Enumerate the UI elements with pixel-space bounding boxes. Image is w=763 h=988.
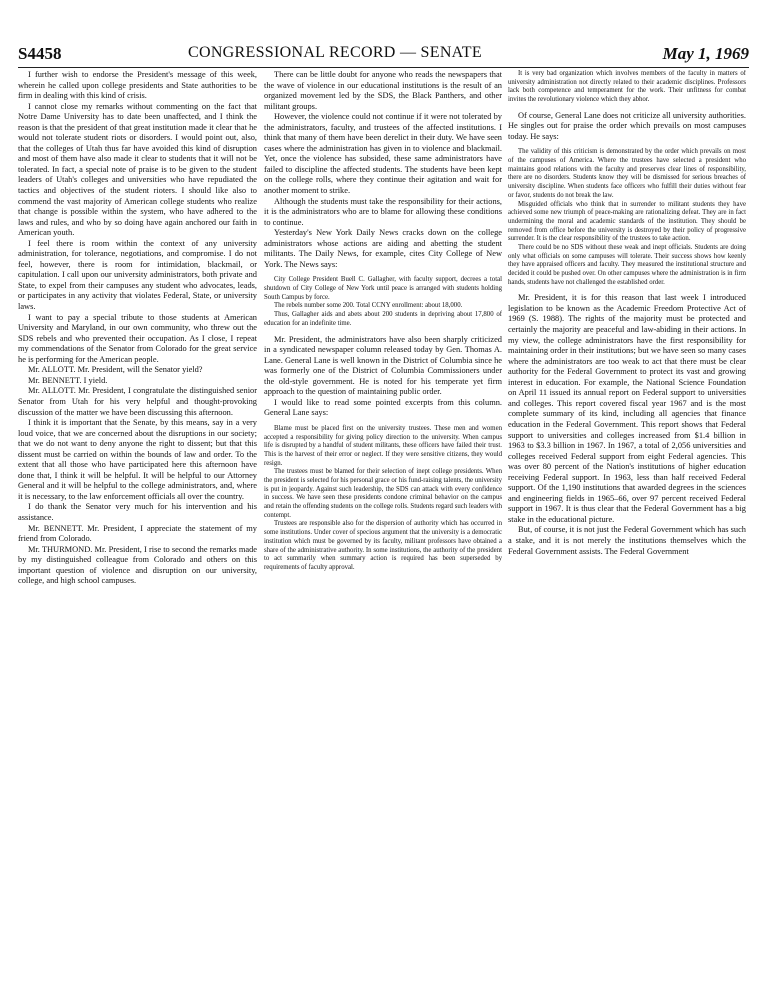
quoted-paragraph: Thus, Gallagher aids and abets about 200 students in depriving about 17,800 of education for an indefinite time. [264, 311, 502, 327]
quoted-paragraph: City College President Buell C. Gallagher, with faculty support, decrees a total shutdown of City College of New York until peace is arranged with students holding South Campus by force. [264, 276, 502, 301]
paragraph: I cannot close my remarks without commenting on the fact that Notre Dame University has to date been unaffected, and I think the reason is that the president of that great institution made it clear that he would not tolerate student riots or disorders. I would point out, also, that the colleges of Utah thus far have avoided this kind of disruption and most of them have also made it clear to students that it will not be tolerated. In fact, a special note of praise is to be given to the student leaders of Utah's colleges and universities who have repudiated the tactics and objectives of the student rioters. I should like also to commend the vast majority of American college students who realize that change is possible within the system, who have adhered to the laws and rules, and who by so doing have again anchored our faith in American youth. [18, 101, 257, 238]
quoted-paragraph: Misguided officials who think that in surrender to militant students they have achieved some new triumph of peace-making are rationalizing defeat. They are in fact undermining the moral and academic standards of the institution. They should be removed from office before the university is destroyed by their policy of progressive surrender. It is the clear responsibility of the trustees to take action. [508, 200, 746, 243]
paragraph: Mr. THURMOND. Mr. President, I rise to second the remarks made by my distinguished colleague from Colorado and others on this important question of violence and disruption on our university, college, and high school campuses. [18, 544, 257, 586]
issue-date: May 1, 1969 [662, 44, 749, 63]
quoted-paragraph: There could be no SDS without these weak and inept officials. Students are doing only what officials on some campuses will tolerate. Their success shows how keenly they have appraised officers and faculty. They measured the institutional structure and decided it could be pushed over. On other campuses where the administration is in firm hands, students have not challenged the established order. [508, 243, 746, 286]
paragraph: I think it is important that the Senate, by this means, say in a very loud voice, that we are concerned about the disruptions in our society; that we do not want to deny anyone the right to dissent; but that this dissent must be carried on within the bounds of law and order. To the extent that all those who have participated here this afternoon have done that, I think it will be helpful. It will be helpful to our Attorney General and it will be helpful to the college administrators, and, where it is necessary, to the law enforcement officials all over the country. [18, 418, 257, 501]
paragraph: Mr. BENNETT. Mr. President, I appreciate the statement of my friend from Colorado. [18, 523, 257, 544]
paragraph: Mr. ALLOTT. Mr. President, I congratulate the distinguished senior Senator from Utah for his very helpful and thought-provoking discussion of the matter we have been discussing this afternoon. [18, 386, 257, 417]
paragraph: Mr. BENNETT. I yield. [28, 375, 108, 385]
quoted-paragraph: Blame must be placed first on the university trustees. These men and women accepted a responsibility for giving policy direction to the university. When campus life is disrupted by a handful of student militants, these officers have failed their trust. This is the harvest of their error or neglect. If they were sensitive citizens, they would resign. [264, 424, 502, 467]
paragraph: Of course, General Lane does not criticize all university authorities. He singles out for praise the order which prevails on most campuses today. He says: [508, 110, 746, 141]
paragraph: There can be little doubt for anyone who reads the newspapers that the wave of violence in our educational institutions is the result of an organized movement led by the SDS, the Black Panthers, and other militant groups. [264, 70, 502, 111]
quoted-paragraph: The rebels number some 200. Total CCNY enrollment: about 18,000. [274, 302, 463, 310]
paragraph: I feel there is room within the context of any university administration, for tolerance, negotiations, and compromise. I do not feel, however, there is room for intimidation, blackmail, or capitulation. I call upon our university administrators, both private and State, to expel from their campuses any student who advocates, leads, or participates in any activity that violates Federal, State, or university laws. [18, 238, 257, 312]
paragraph: But, of course, it is not just the Federal Government which has such a stake, and it is not merely the institutions themselves which the Federal Government assists. The Federal Government [508, 525, 746, 556]
paragraph: I want to pay a special tribute to those students at American University and Maryland, in our own community, who threw out the SDS rebels and who prevented their occupation. As I close, I repeat my commendations of the Senator from Colorado for the great service he is performing for the American people. [18, 312, 257, 364]
paragraph: Mr. President, the administrators have also been sharply criticized in a syndicated newspaper column released today by Gen. Thomas A. Lane. General Lane is well known in the District of Columbia since he was formerly one of the District of Columbia Commissioners under the old-style government. He is noted for his temperate yet firm approach to the question of maintaining public order. [264, 334, 502, 397]
paragraph: I further wish to endorse the President's message of this week, wherein he called upon college presidents and State authorities to be firm in dealing with this kind of crisis. [18, 70, 257, 101]
paragraph: However, the violence could not continue if it were not tolerated by the administrators, faculty, and trustees of the affected institutions. I think that many of them have been derelict in their duty. We have seen cases where the administration has given in to violence and blackmail. Yet, once the violence has subsided, these same administrators have failed to discipline the affected students. The students have been kept on the college rolls, where they continue their agitation and wait for another moment to strike. [264, 112, 502, 196]
paragraph: Mr. President, it is for this reason that last week I introduced legislation to be known as the Academic Freedom Protective Act of 1969 (S. 1988). The rights of the majority must be protected and certainly the majority are peaceful and law-abiding in their actions. In my view, the college administrators have the first responsibility for maintaining order in their institutions; but we have seen so many cases where the administrators are too weak to act that there must be clear authority for the Federal Government to protect its vast and growing interest in education. For example, the National Science Foundation on April 11 issued its annual report on Federal support to universities and colleges. This report covered fiscal year 1967 and is the most complete summary of its kind, including all agencies that finance education in the Federal Government. This report shows that Federal support to universities and colleges increased from $1.4 billion in 1963 to $3.3 billion in 1967. In 1967, a total of 2,056 universities and colleges received Federal support from eight Federal agencies. This was over 80 percent of the Nation's institutions of higher education receiving Federal support. In 1963, less than half received Federal support. Of the 1,190 institutions that awarded degrees in the sciences and engineering fields in 1965–66, over 97 percent received Federal support in 1967. It is thus clear that the Federal Government has a big stake in the educational picture. [508, 293, 746, 524]
paragraph: I do thank the Senator very much for his intervention and his assistance. [18, 502, 257, 522]
paragraph: I would like to read some pointed excerpts from this column. General Lane says: [264, 397, 502, 418]
page-header [18, 44, 749, 66]
quoted-paragraph: It is very bad organization which involves members of the faculty in matters of university administration not directly related to their academic disciplines. Professors lack both competence and temperament for the work. Their unfitness for combat invites the revolutionary violence which they abhor. [508, 70, 746, 104]
quoted-paragraph: Trustees are responsible also for the dispersion of authority which has occurred in some institutions. Under cover of specious argument that the university is a democratic institution which must be governed by its faculty, militant professors have obtained a share of the administrative authority. In some institutions, the authority of the president to act summarily when summary action is required has been superseded by requirements of faculty approval. [264, 520, 502, 571]
paragraph: Yesterday's New York Daily News cracks down on the college administrators whose actions are aiding and abetting the student militants. The Daily News, for example, cites City College of New York. The News says: [264, 228, 502, 269]
paragraph: Although the students must take the responsibility for their actions, it is the administrators who are to blame for allowing these conditions to continue. [264, 196, 502, 227]
paragraph: Mr. ALLOTT. Mr. President, will the Senator yield? [28, 365, 203, 375]
page-number: S4458 [18, 44, 62, 63]
text-column-2 [264, 70, 502, 980]
text-column-1 [18, 70, 257, 980]
text-column-3 [508, 70, 746, 980]
header-rule [18, 67, 749, 68]
quoted-paragraph: The validity of this criticism is demonstrated by the order which prevails on most of the campuses of America. Where the trustees have selected a president who maintains good relations with the faculty and preserves clear lines of responsibility, there are no disorders. Students know they will be dismissed for serious breaches of university discipline. When students face officers who fulfill their duties without fear or favor, students do not break the law. [508, 148, 746, 199]
quoted-paragraph: The trustees must be blamed for their selection of inept college presidents. When the president is selected for his personal grace or his fund-raising talents, the university is put in jeopardy. Against such leadership, the SDS can attack with every confidence in success. We have seen these presidents condone criminal behavior on the campus and retain the offending students on the college rolls. Students regard such leaders with contempt. [264, 468, 502, 519]
journal-title: CONGRESSIONAL RECORD — SENATE [188, 44, 482, 61]
